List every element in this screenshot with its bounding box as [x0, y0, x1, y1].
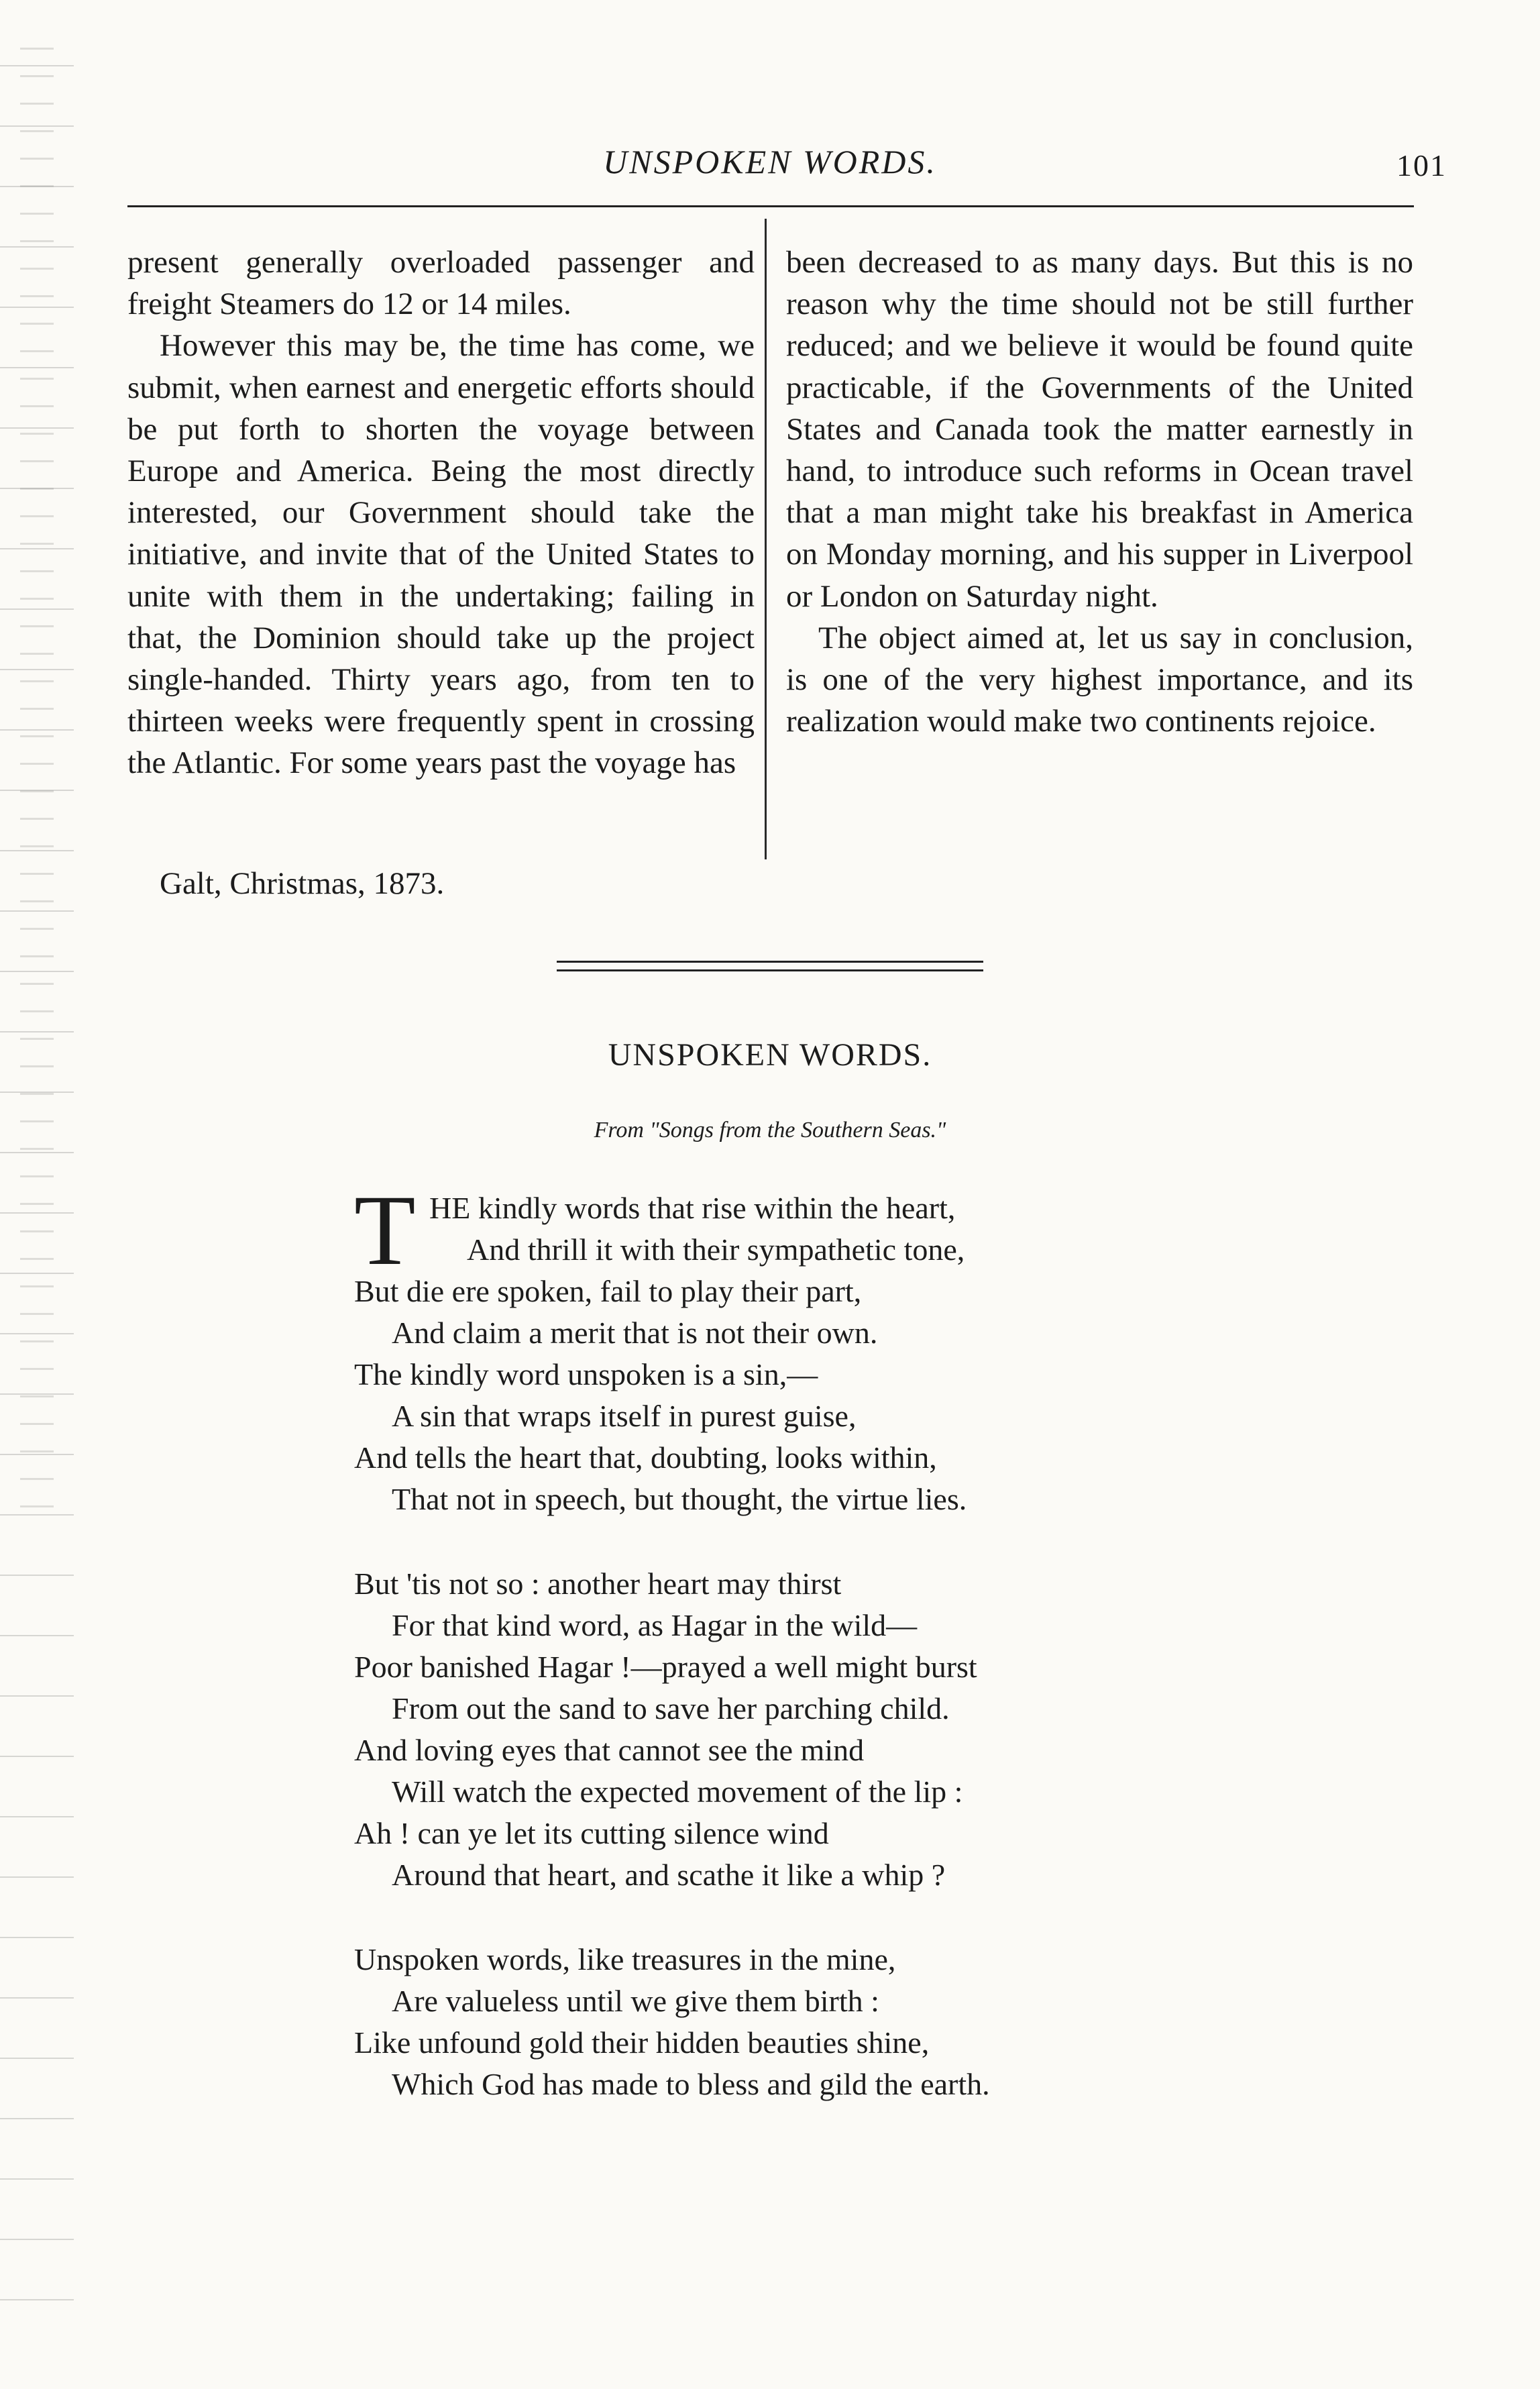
article-paragraph: been decreased to as many days. But this is no reason why the time should not be still further reduced; and we believe it would be found quite practicable, if the Governments of the United States and Canada took the matter earnestly in hand, to introduce such reforms in Ocean travel that a man might take his breakfast in America on Monday morning, and his supper in Liverpool or London on Saturday night.	[786, 245, 1413, 614]
section-rule-bottom	[557, 969, 983, 971]
poem-title: UNSPOKEN WORDS.	[608, 1037, 932, 1073]
poem-line: And claim a merit that is not their own.	[392, 1316, 878, 1350]
poem-line: Like unfound gold their hidden beauties shine,	[354, 2025, 930, 2060]
poem-line: The kindly word unspoken is a sin,—	[354, 1357, 818, 1391]
poem-body	[354, 1175, 990, 2148]
drop-cap: T	[354, 1175, 416, 1286]
poem-line: Around that heart, and scathe it like a whip ?	[392, 1858, 946, 1892]
poem-line: And thrill it with their sympathetic tone,	[467, 1232, 965, 1267]
poem-line: That not in speech, but thought, the virtue lies.	[392, 1482, 967, 1516]
article-left-column	[127, 242, 755, 784]
running-head-title: UNSPOKEN WORDS.	[603, 143, 937, 180]
poem-line: From out the sand to save her parching child.	[392, 1691, 950, 1726]
column-divider	[765, 219, 767, 859]
poem-line: But 'tis not so : another heart may thirst	[354, 1567, 842, 1601]
article-paragraph: present generally overloaded passenger and freight Steamers do 12 or 14 miles.	[127, 245, 755, 322]
poem-line: For that kind word, as Hagar in the wild—	[392, 1608, 918, 1642]
poem-stanza	[354, 1175, 990, 1520]
poem-line: Are valueless until we give them birth :	[392, 1984, 879, 2018]
article-paragraph: However this may be, the time has come, we submit, when earnest and energetic efforts should be put forth to shorten the voyage between Europe and America. Being the most directly interested, our Government should take the initiative, and invite that of the United States to unite with them in the undertaking; failing in that, the Dominion should take up the project single-handed. Thirty years ago, from ten to thirteen weeks were frequently spent in crossing the Atlantic. For some years past the voyage has	[127, 328, 755, 781]
poem-line: A sin that wraps itself in purest guise,	[392, 1399, 857, 1433]
poem-stanza	[354, 1939, 990, 2105]
article-paragraph: The object aimed at, let us say in conclusion, is one of the very highest importance, and its realization would make two continents rejoice.	[786, 620, 1413, 739]
poem-stanza	[354, 1563, 990, 1896]
poem-line: And tells the heart that, doubting, looks within,	[354, 1440, 937, 1475]
poem-line: Which God has made to bless and gild the earth.	[392, 2067, 990, 2101]
poem-line: Poor banished Hagar !—prayed a well might burst	[354, 1650, 977, 1684]
poem-line: Will watch the expected movement of the lip :	[392, 1774, 963, 1809]
header-rule	[127, 205, 1414, 207]
scanned-margin-noise	[0, 40, 74, 2335]
poem-epigraph: From "Songs from the Southern Seas."	[594, 1118, 946, 1143]
section-rule-top	[557, 961, 983, 963]
page-number: 101	[1396, 148, 1447, 182]
article-dateline: Galt, Christmas, 1873.	[160, 866, 445, 901]
poem-line-text: HE kindly words that rise within the heart,	[429, 1191, 956, 1225]
poem-line: Unspoken words, like treasures in the mine,	[354, 1942, 896, 1976]
poem-line: But die ere spoken, fail to play their part,	[354, 1274, 862, 1308]
article-right-column	[786, 242, 1413, 742]
poem-line: And loving eyes that cannot see the mind	[354, 1733, 865, 1767]
poem-line: Ah ! can ye let its cutting silence wind	[354, 1816, 829, 1850]
